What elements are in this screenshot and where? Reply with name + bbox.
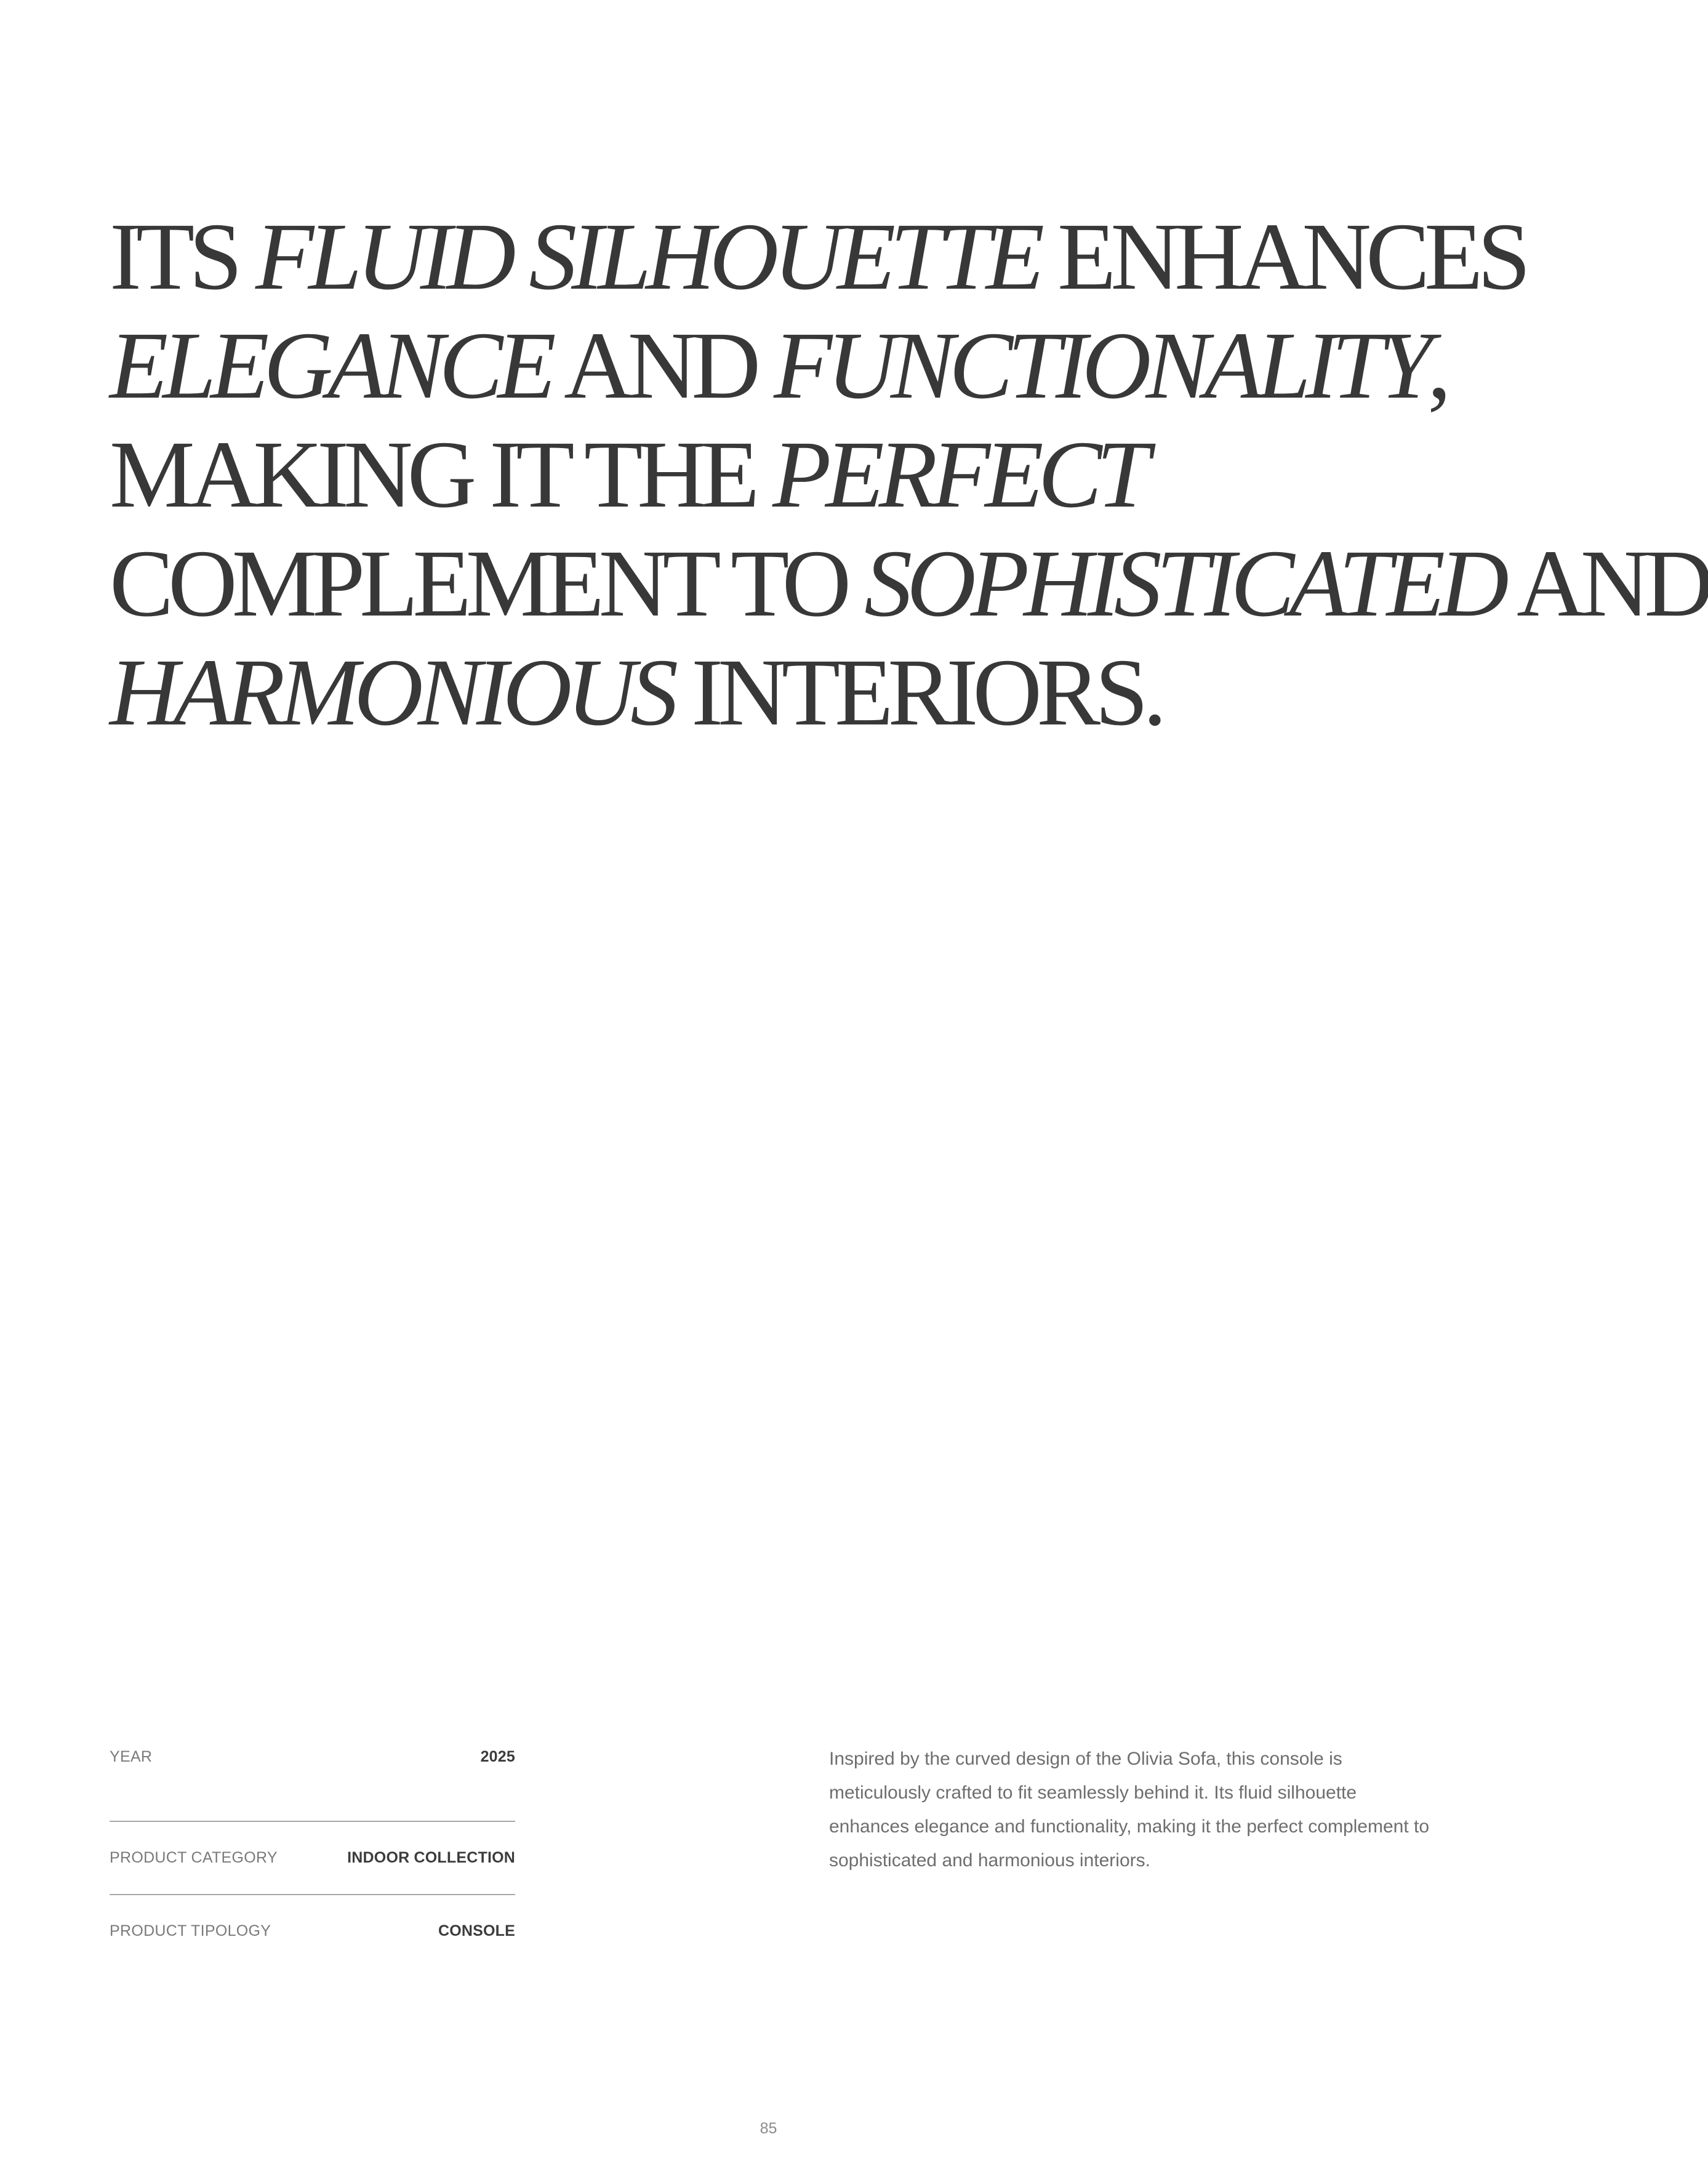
spec-row-product-tipology <box>110 1895 515 1967</box>
headline-text: MAKING IT THE <box>110 421 773 527</box>
headline-italic-text: FLUID SILHOUETTE <box>255 203 1040 310</box>
headline-text: COMPLEMENT TO <box>110 530 865 636</box>
headline-line-2 <box>110 311 1488 420</box>
headline-line-5 <box>110 638 1488 747</box>
headline-text: ENHANCES <box>1039 203 1526 310</box>
headline-line-4 <box>110 529 1708 638</box>
headline-text: AND <box>550 312 774 419</box>
headline-italic-text: HARMONIOUS <box>110 639 673 745</box>
product-description: Inspired by the curved design of the Olivia Sofa, this console is meticulously crafted to fit seamlessly behind it. Its fluid silhouette enhances elegance and functionality, making it the perfect complement to sophisticated and harmonious interiors. <box>829 1749 1430 1871</box>
headline-text: , <box>1427 312 1446 419</box>
spec-value: CONSOLE <box>438 1922 515 1939</box>
headline-italic-text: ELEGANCE <box>110 312 551 419</box>
spec-value: INDOOR COLLECTION <box>347 1849 515 1866</box>
spec-label: PRODUCT CATEGORY <box>110 1849 278 1866</box>
headline-italic-text: PERFECT <box>772 421 1145 527</box>
headline-italic-text: FUNCTIONALITY <box>774 312 1428 419</box>
headline-text: ITS <box>110 203 255 310</box>
spec-label: YEAR <box>110 1748 153 1765</box>
spec-row-product-category <box>110 1822 515 1895</box>
headline-text: INTERIORS. <box>673 639 1161 745</box>
page-number: 85 <box>760 2120 777 2137</box>
headline-line-3 <box>110 420 1488 529</box>
headline-text: AND <box>1503 530 1708 636</box>
spec-label: PRODUCT TIPOLOGY <box>110 1922 271 1939</box>
headline-italic-text: SOPHISTICATED <box>864 530 1504 636</box>
spec-value: 2025 <box>480 1748 515 1765</box>
spec-row-year <box>110 1748 515 1822</box>
headline-quote <box>110 202 1708 747</box>
headline-line-1 <box>110 202 1526 311</box>
